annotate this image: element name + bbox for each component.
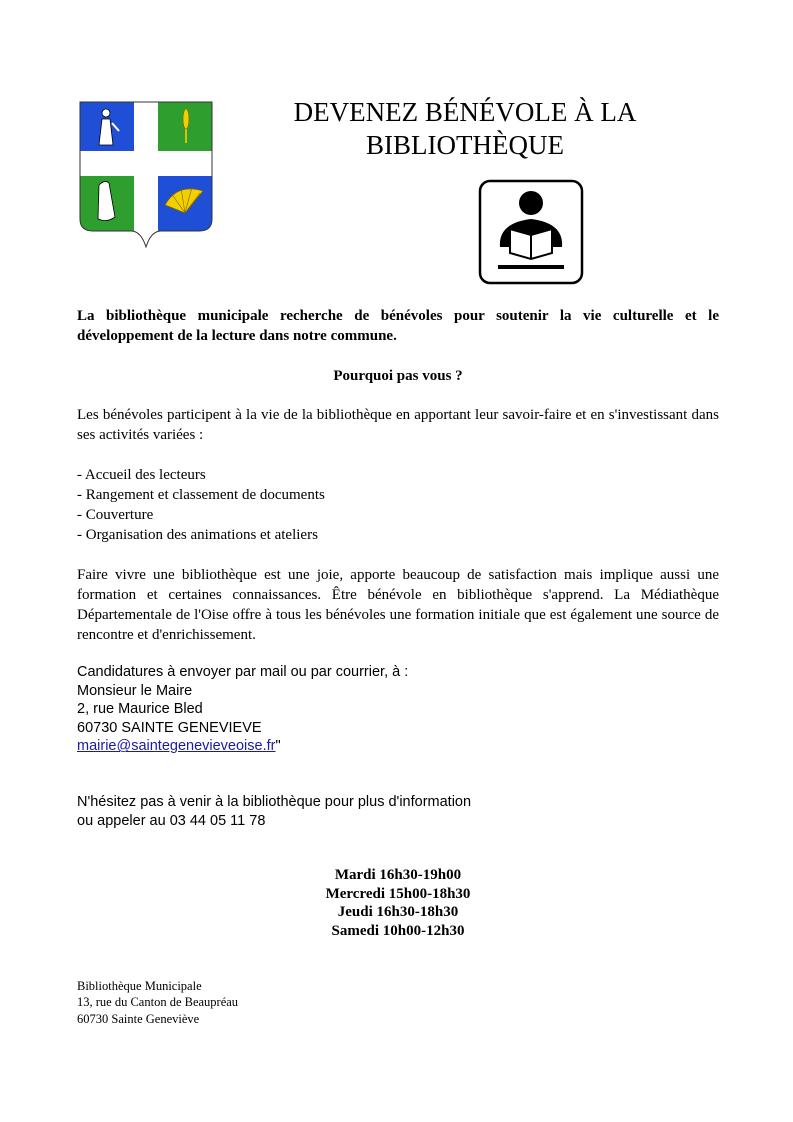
intro-text: La bibliothèque municipale recherche de bénévoles pour soutenir la vie culturelle et le développement de la lecture dans notre commune. [77,308,719,344]
list-item: - Organisation des animations et ateliers [77,527,318,543]
contact-name: Monsieur le Maire [77,682,193,699]
opening-hours [77,866,719,941]
training-paragraph: Faire vivre une bibliothèque est une joie, apporte beaucoup de satisfaction mais implique aussi une formation et certaines connaissances. Être bénévole en bibliothèque s'apprend. La Médiathèque Départementale de l'Oise offre à tous les bénévoles une formation initiale que est également une source de rencontre et d'enrichissement. [77,567,719,643]
list-item: - Couverture [77,507,154,523]
reading-person-icon [478,179,584,285]
list-item: - Accueil des lecteurs [77,467,206,483]
question-heading: Pourquoi pas vous ? [333,368,463,384]
footer-line: 60730 Sainte Geneviève [77,1011,200,1026]
contact-intro: Candidatures à envoyer par mail ou par courrier, à : [77,664,409,680]
hours-line: Jeudi 16h30-18h30 [337,904,459,921]
contact-block [77,663,408,756]
hours-line: Samedi 10h00-12h30 [331,923,465,940]
contact-street: 2, rue Maurice Bled [77,701,203,718]
activities-list [77,465,325,545]
footer-address [77,978,238,1027]
title-line-1: DEVENEZ BÉNÉVOLE À LA [293,97,637,127]
contact-email-line [77,737,408,756]
participate-paragraph: Les bénévoles participent à la vie de la bibliothèque en apportant leur savoir-faire et en s'investissant dans ses activités variées : [77,407,719,443]
hours-line: Mercredi 15h00-18h30 [325,885,471,902]
info-block [77,793,471,830]
email-link[interactable]: mairie@saintegenevieveoise.fr [77,738,276,755]
hours-line: Mardi 16h30-19h00 [334,867,462,883]
page-title [250,96,680,162]
contact-city: 60730 SAINTE GENEVIEVE [77,719,262,736]
footer-line: Bibliothèque Municipale [77,979,202,993]
title-line-2: BIBLIOTHÈQUE [366,130,564,160]
email-suffix: " [275,738,281,755]
info-line-2: ou appeler au 03 44 05 11 78 [77,812,266,829]
footer-line: 13, rue du Canton de Beaupréau [77,995,239,1010]
info-line-1: N'hésitez pas à venir à la bibliothèque pour plus d'information [77,794,472,810]
coat-of-arms-icon [79,101,213,248]
list-item: - Rangement et classement de documents [77,487,325,503]
